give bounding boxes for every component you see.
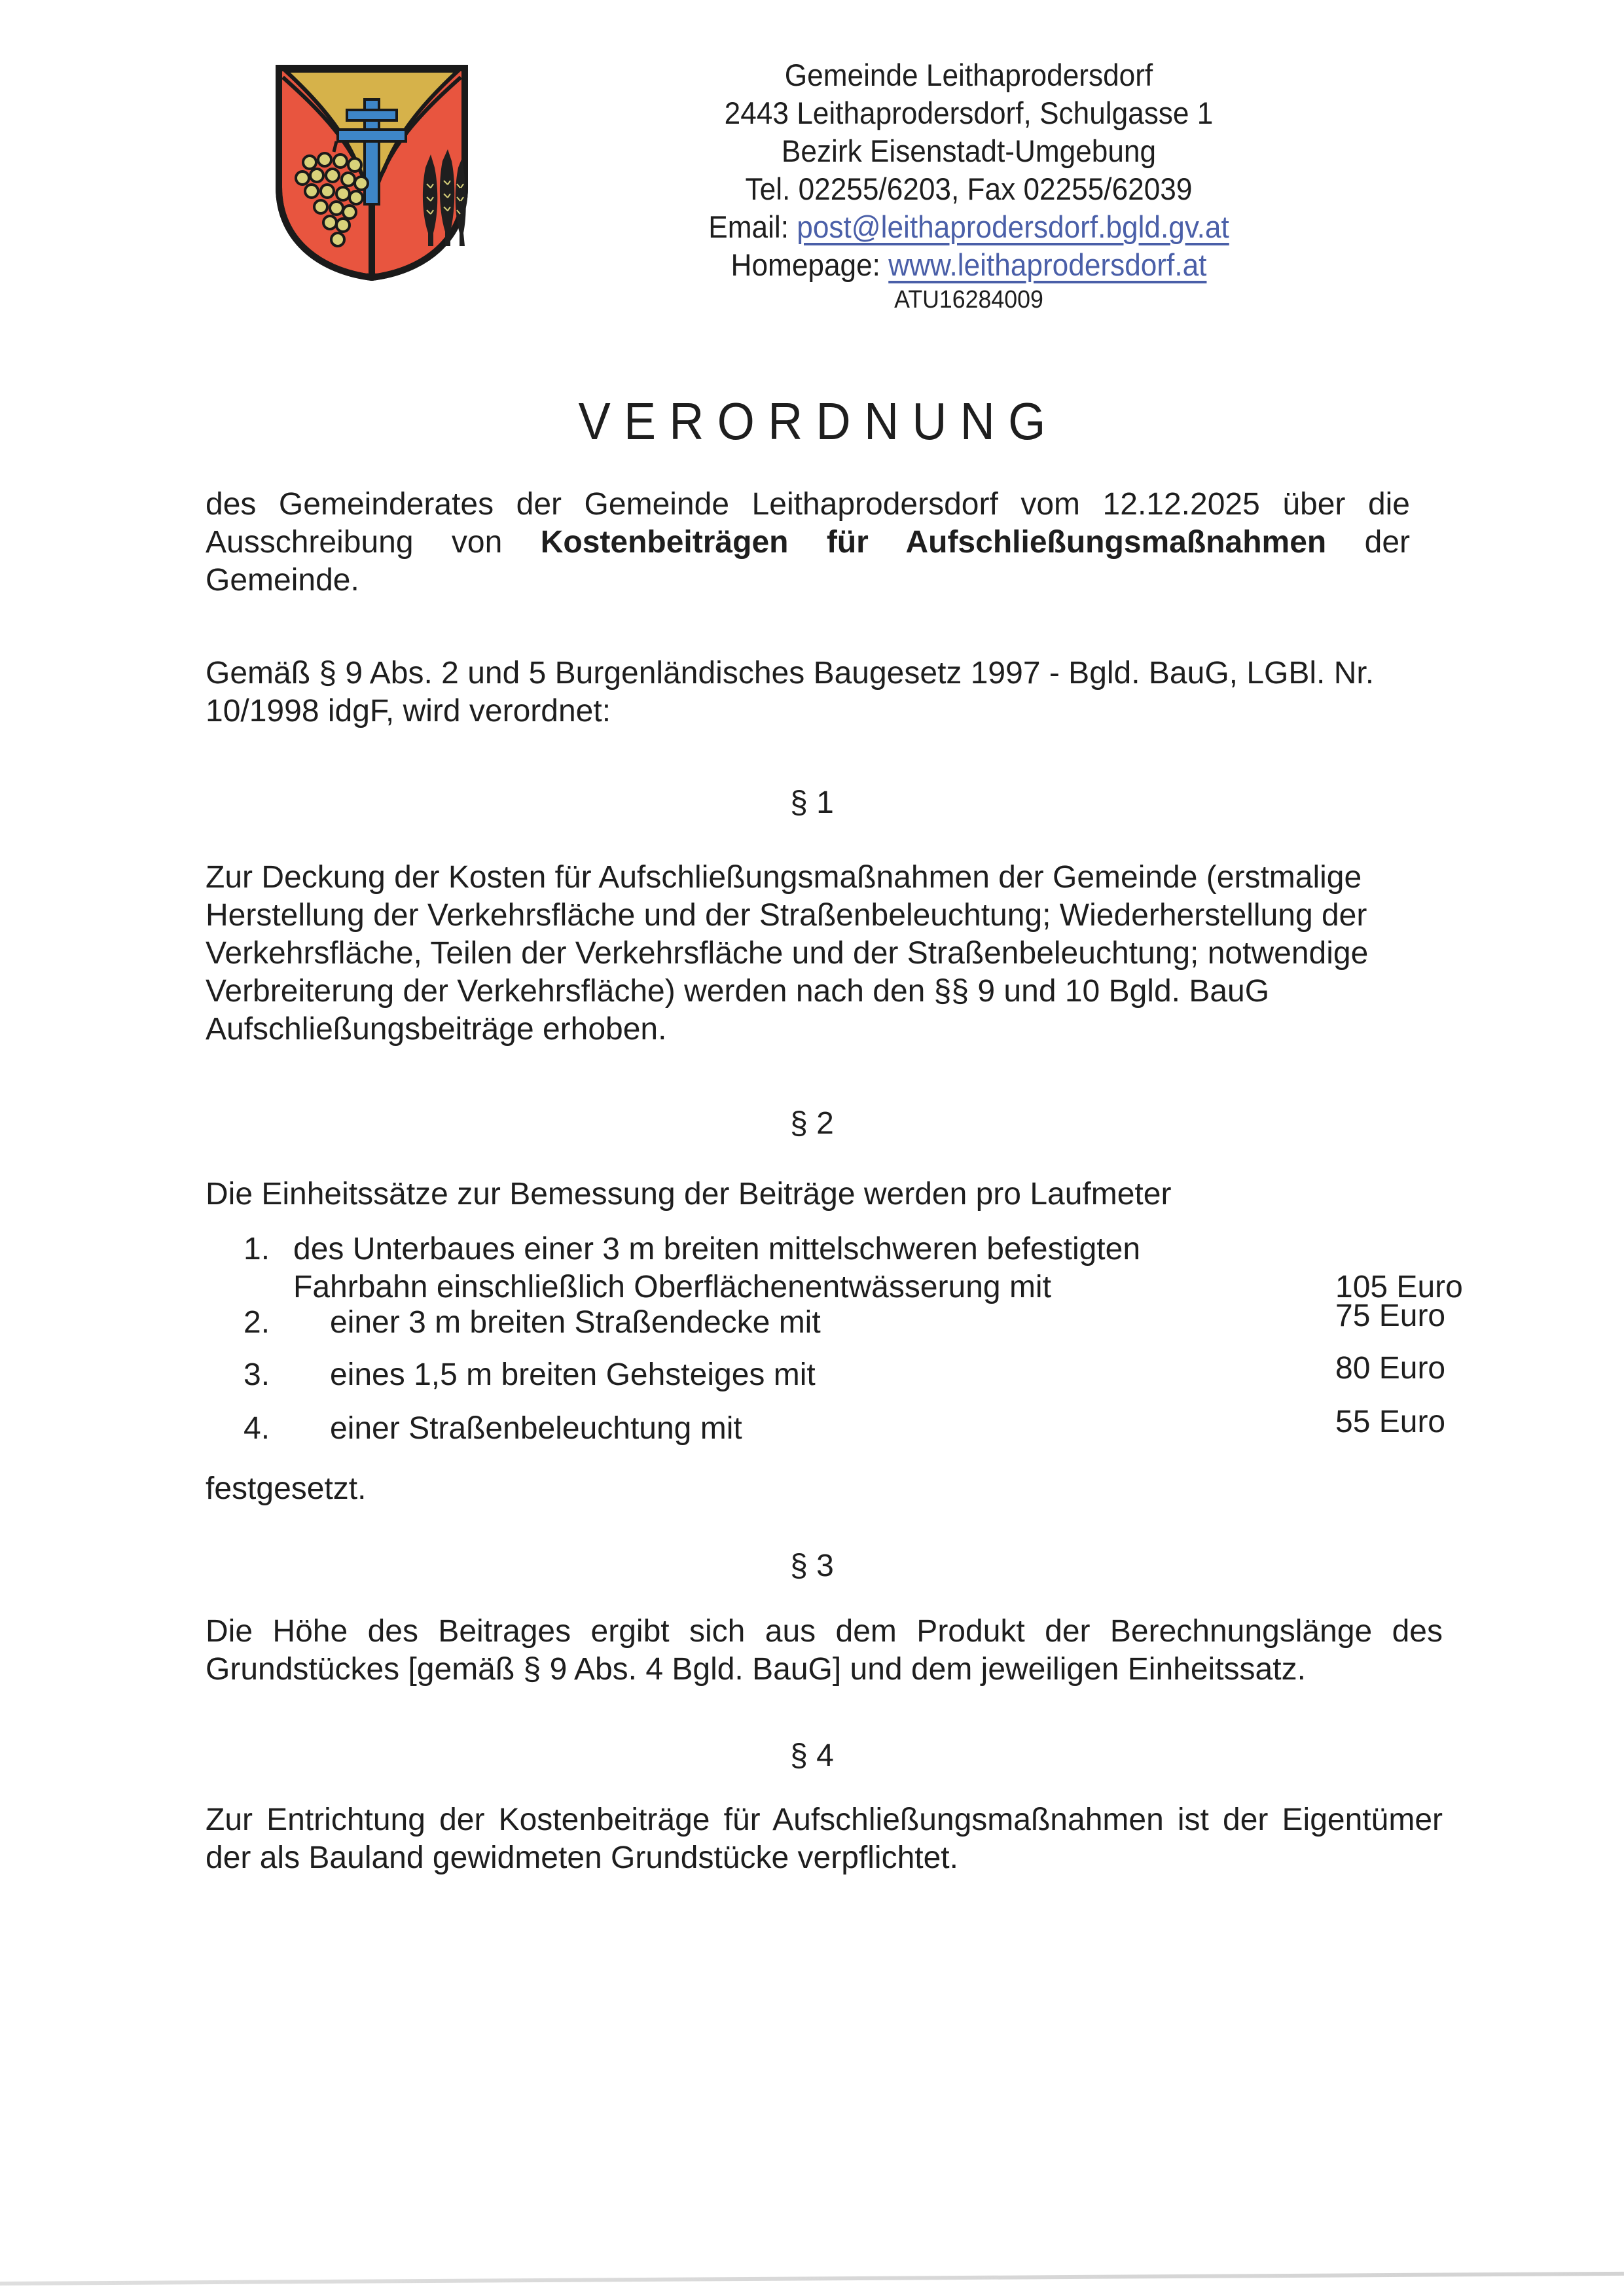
scan-edge-divider [0,2272,1624,2286]
homepage-label: Homepage: [731,247,889,282]
section-3-body [206,1613,1443,1689]
rate-number: 4. [244,1411,270,1446]
rate-description [293,1230,1140,1306]
homepage-link[interactable]: www.leithaprodersdorf.at [888,247,1207,282]
district: Bezirk Eisenstadt-Umgebung [781,134,1157,168]
legal-basis-text: Gemäß § 9 Abs. 2 und 5 Burgenländisches Baugesetz 1997 - Bgld. BauG, LGBl. Nr. 10/1998 idgF, wird verordnet: [206,656,1375,728]
section-2-intro-text: Die Einheitssätze zur Bemessung der Beiträge werden pro Laufmeter [206,1177,1172,1211]
email-label: Email: [708,209,797,244]
rate-amount: 75 Euro [1335,1299,1446,1333]
municipality-name: Gemeinde Leithaprodersdorf [784,58,1153,92]
section-2-closing [206,1470,1449,1508]
homepage-line [661,246,1276,284]
preamble-subject: Kostenbeiträgen für Aufschließungsmaßnahmen [540,525,1327,560]
coat-of-arms-icon [274,63,470,281]
section-4-body [206,1801,1443,1877]
letterhead [661,56,1276,315]
rate-amount: 55 Euro [1335,1405,1446,1439]
rate-description-line-1: des Unterbaues einer 3 m breiten mittelschweren befestigten [293,1232,1141,1266]
section-3-text: Die Höhe des Beitrages ergibt sich aus dem Produkt der Berechnungslänge des Grundstückes [gemäß § 9 Abs. 4 Bgld. BauG] und dem jeweiligen Einheitssatz. [206,1614,1443,1687]
document-title: VERORDNUNG [578,392,1059,450]
section-1-body [206,859,1436,1049]
section-4-text: Zur Entrichtung der Kostenbeiträge für Aufschließungsmaßnahmen ist der Eigentümer der als Bauland gewidmeten Grundstücke verpflichtet. [206,1803,1443,1875]
section-2-intro [206,1175,1449,1213]
preamble [206,486,1410,600]
email-line [661,208,1276,246]
rate-description: eines 1,5 m breiten Gehsteiges mit [330,1357,816,1392]
legal-basis [206,655,1462,730]
preamble-text-end: der Gemeinde. [206,525,1410,598]
preamble-text: des Gemeinderates der Gemeinde Leithaprodersdorf vom 12.12.2025 über die Ausschreibung von [206,487,1410,560]
section-heading-4: § 4 [790,1738,834,1773]
section-heading-1: § 1 [790,785,834,820]
phone-fax: Tel. 02255/6203, Fax 02255/62039 [745,171,1193,206]
rate-amount: 80 Euro [1335,1351,1446,1386]
rate-number: 3. [244,1357,270,1392]
rate-description-line-2: Fahrbahn einschließlich Oberflächenentwässerung mit [293,1270,1051,1304]
section-2-closing-text: festgesetzt. [206,1471,367,1506]
vat-id: ATU16284009 [894,286,1043,314]
rate-number: 1. [244,1232,270,1266]
email-link[interactable]: post@leithaprodersdorf.bgld.gv.at [797,209,1229,244]
rate-amount: 105 Euro [1335,1270,1463,1304]
section-heading-2: § 2 [790,1106,834,1141]
rate-description: einer 3 m breiten Straßendecke mit [330,1305,821,1340]
section-1-text: Zur Deckung der Kosten für Aufschließungsmaßnahmen der Gemeinde (erstmalige Herstellung der Verkehrsfläche und der Straßenbeleuchtung; Wiederherstellung der Verkehrsfläche, Teilen der Verkehrsfläche und der Straßenbeleuchtung; notwendige Verbreiterung der Verkehrsfläche) werden nach den §§ 9 und 10 Bgld. BauG Aufschließungsbeiträge erhoben. [206,860,1369,1047]
rate-description: einer Straßenbeleuchtung mit [330,1411,742,1446]
postal-address: 2443 Leithaprodersdorf, Schulgasse 1 [724,96,1214,130]
section-heading-3: § 3 [790,1549,834,1583]
rate-number: 2. [244,1305,270,1340]
